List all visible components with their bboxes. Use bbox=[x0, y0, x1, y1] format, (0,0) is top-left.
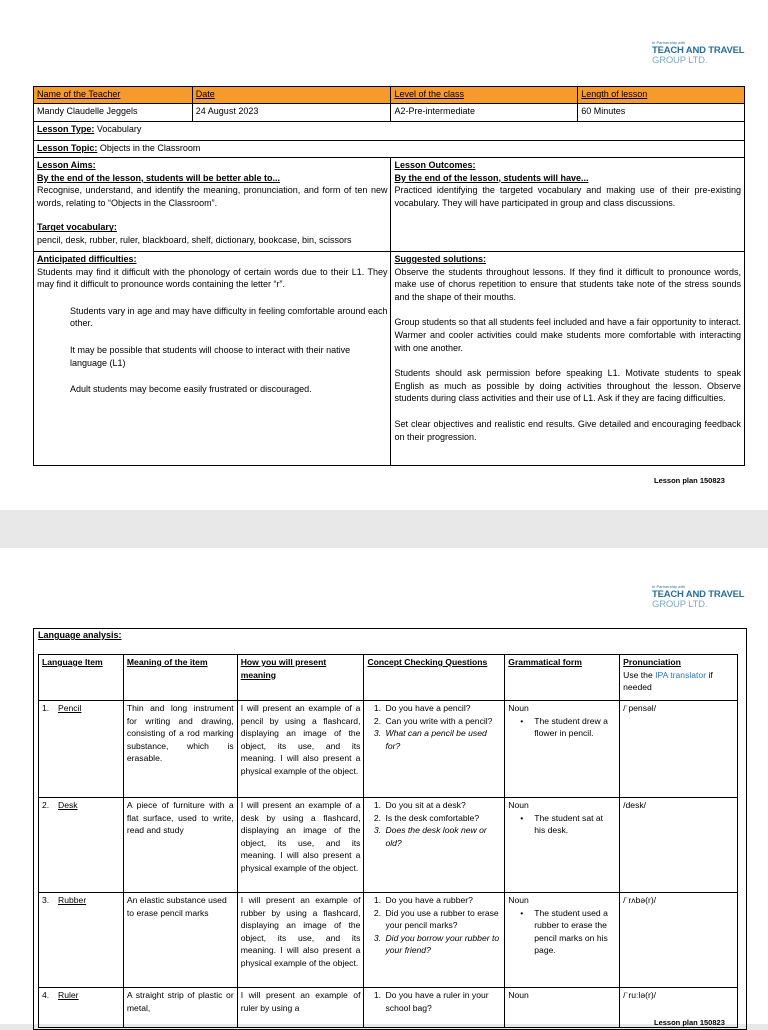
form-cell: Noun • The student drew a flower in pencil. bbox=[505, 701, 620, 798]
item-word: Desk bbox=[58, 800, 78, 810]
col-language-item: Language Item bbox=[39, 655, 124, 701]
table-row bbox=[39, 701, 738, 798]
lesson-info-table bbox=[33, 86, 745, 466]
difficulty-item: Students vary in age and may have difficulty in feeling comfortable around each other. bbox=[70, 305, 388, 329]
solution-item: Observe the students throughout lessons. If they find it difficult to pronounce words, make use of chorus repetition to ensure that students take note of the stress sounds and the shape of their mouths. bbox=[394, 266, 741, 302]
solutions-cell bbox=[391, 252, 745, 466]
outcomes-title: Lesson Outcomes: bbox=[394, 160, 476, 170]
col-present: How you will present meaning bbox=[237, 655, 364, 701]
page-footer: Lesson plan 150823 bbox=[654, 476, 725, 485]
pron-cell: /ˈpensəl/ bbox=[620, 701, 738, 798]
solution-item: Students should ask permission before speaking L1. Motivate students to speak English as much as possible by doing activities throughout the lesson. Observe students during class activities and their use of L1. Ask if they are facing difficulties. bbox=[394, 368, 741, 404]
form-cell: Noun • The student used a rubber to erase the pencil marks on his page. bbox=[505, 893, 620, 988]
lesson-type-label: Lesson Type: bbox=[37, 124, 95, 134]
header-date: Date bbox=[192, 87, 391, 104]
item-cell: 3. Rubber bbox=[39, 893, 124, 988]
difficulties-cell bbox=[34, 252, 391, 466]
lesson-topic-row bbox=[34, 141, 745, 158]
outcomes-text: Practiced identifying the targeted vocabulary and making use of their pre-existing vocabulary. They will have participated in group and class discussions. bbox=[394, 185, 741, 208]
ccq-cell: 1. Do you have a pencil? 2. Can you write with a pencil? 3. What can a pencil be used for? bbox=[364, 701, 505, 798]
meaning-cell: Thin and long instrument for writing and drawing, consisting of a rod marking substance, which is erasable. bbox=[123, 701, 237, 798]
solutions-title: Suggested solutions: bbox=[394, 254, 486, 264]
aims-title: Lesson Aims: bbox=[37, 160, 96, 170]
header-teacher: Name of the Teacher bbox=[34, 87, 193, 104]
ccq-cell: 1. Do you have a rubber? 2. Did you use a rubber to erase your pencil marks? 3. Did you borrow your rubber to your friend? bbox=[364, 893, 505, 988]
lesson-date: 24 August 2023 bbox=[192, 104, 391, 122]
difficulty-item: Adult students may become easily frustrated or discouraged. bbox=[70, 384, 312, 395]
ccq-cell: 1. Do you sit at a desk? 2. Is the desk comfortable? 3. Does the desk look new or old? bbox=[364, 798, 505, 893]
language-analysis-title: Language analysis: bbox=[38, 630, 122, 640]
present-cell: I will present an example of a desk by using a flashcard, displaying an image of the object, its use, and its meaning. I will also present a physical example of the object. bbox=[237, 798, 364, 893]
item-word: Ruler bbox=[58, 990, 79, 1000]
item-word: Rubber bbox=[58, 895, 87, 905]
item-word: Pencil bbox=[58, 703, 82, 713]
page-2 bbox=[0, 548, 768, 1027]
col-pronunciation: Pronunciation Use the IPA translator if needed bbox=[620, 655, 738, 701]
present-cell: I will present an example of rubber by using a flashcard, displaying an image of the object, its use, and its meaning. I will also present a physical example of the object. bbox=[237, 893, 364, 988]
difficulty-item: It may be possible that students will choose to interact with their native language (L1) bbox=[70, 344, 351, 368]
item-cell: 1. Pencil bbox=[39, 701, 124, 798]
difficulty-item: Students may find it difficult with the phonology of certain words due to their L1. They may find it difficult to pronounce words containing the letter “r”. bbox=[37, 266, 388, 290]
lesson-aims-cell bbox=[34, 158, 391, 252]
header-length: Length of lesson bbox=[578, 87, 745, 104]
item-cell: 2. Desk bbox=[39, 798, 124, 893]
page-footer: Lesson plan 150823 bbox=[654, 1018, 725, 1027]
lesson-topic-label: Lesson Topic: bbox=[37, 143, 98, 153]
form-cell: Noun bbox=[505, 988, 620, 1028]
lesson-outcomes-cell bbox=[391, 158, 745, 252]
solution-item: Group students so that all students feel included and have a fair opportunity to interact. Warmer and cooler activities could make students more comfortable with interacting with one another. bbox=[394, 317, 741, 353]
lesson-length: 60 Minutes bbox=[578, 104, 745, 122]
meaning-cell: A straight strip of plastic or metal, bbox=[123, 988, 237, 1028]
present-cell: I will present an example of ruler by using a bbox=[237, 988, 364, 1028]
solution-item: Set clear objectives and realistic end results. Give detailed and encouraging feedback on their progression. bbox=[394, 418, 741, 442]
col-meaning: Meaning of the item bbox=[123, 655, 237, 701]
teach-and-travel-logo: In Partnership with TEACH AND TRAVEL GROUP LTD. bbox=[652, 40, 745, 66]
lesson-type: Vocabulary bbox=[96, 124, 142, 134]
lesson-topic: Objects in the Classroom bbox=[99, 143, 201, 153]
outcomes-subtitle: By the end of the lesson, students will have... bbox=[394, 172, 589, 183]
meaning-cell: An elastic substance used to erase pencil marks bbox=[123, 893, 237, 988]
table-row bbox=[39, 988, 738, 1028]
page-1 bbox=[0, 0, 768, 510]
pron-cell: /ˈruːlə(r)/ bbox=[620, 988, 738, 1028]
meaning-cell: A piece of furniture with a flat surface, used to write, read and study bbox=[123, 798, 237, 893]
table-row bbox=[39, 893, 738, 988]
lesson-type-row bbox=[34, 122, 745, 141]
ipa-translator-link[interactable]: IPA translator bbox=[655, 669, 707, 680]
difficulties-title: Anticipated difficulties: bbox=[37, 254, 137, 264]
form-cell: Noun • The student sat at his desk. bbox=[505, 798, 620, 893]
header-level: Level of the class bbox=[391, 87, 578, 104]
present-cell: I will present an example of a pencil by using a flashcard, displaying an image of the object, its use, and its meaning. I will also present a physical example of the object. bbox=[237, 701, 364, 798]
table-row bbox=[39, 798, 738, 893]
item-cell: 4. Ruler bbox=[39, 988, 124, 1028]
pron-cell: /ˈrʌbə(r)/ bbox=[620, 893, 738, 988]
pron-cell: /desk/ bbox=[620, 798, 738, 893]
language-analysis-table bbox=[38, 654, 738, 1028]
aims-text: Recognise, understand, and identify the meaning, pronunciation, and form of ten new words, relating to “Objects in the Classroom”. bbox=[37, 185, 388, 208]
class-level: A2-Pre-intermediate bbox=[391, 104, 578, 122]
col-ccq: Concept Checking Questions bbox=[364, 655, 505, 701]
ccq-cell: 1. Do you have a ruler in your school bag? bbox=[364, 988, 505, 1028]
aims-subtitle: By the end of the lesson, students will be better able to... bbox=[37, 172, 281, 183]
page-gap bbox=[0, 510, 768, 548]
teacher-name: Mandy Claudelle Jeggels bbox=[34, 104, 193, 122]
col-form: Grammatical form bbox=[505, 655, 620, 701]
teach-and-travel-logo: In Partnership with TEACH AND TRAVEL GROUP LTD. bbox=[652, 584, 745, 610]
target-vocab: pencil, desk, rubber, ruler, blackboard, shelf, dictionary, bookcase, bin, scissors bbox=[37, 234, 352, 245]
target-vocab-title: Target vocabulary: bbox=[37, 222, 117, 233]
